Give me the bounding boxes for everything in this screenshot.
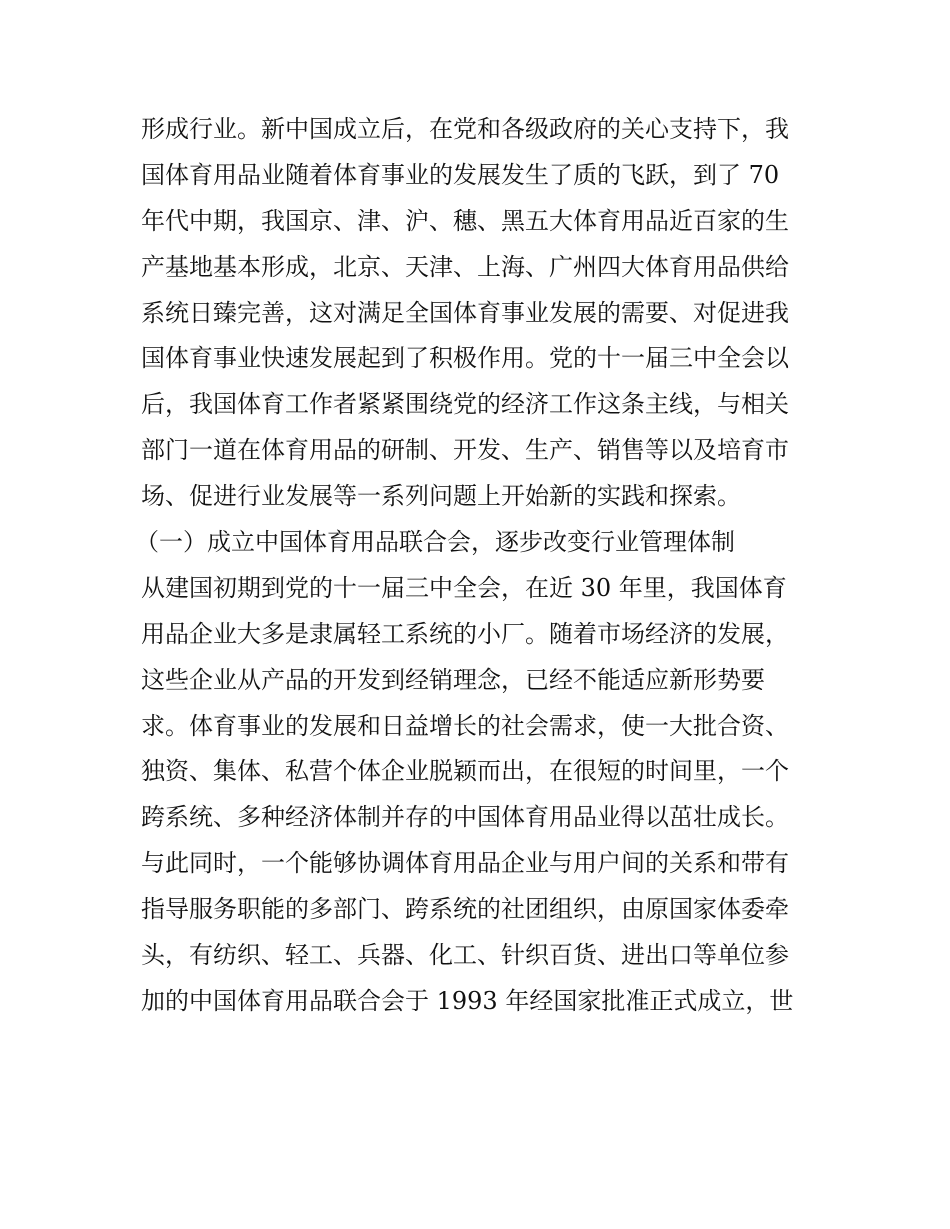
text-line: 从建国初期到党的十一届三中全会，在近 30 年里，我国体育 — [141, 573, 787, 602]
text-line: 场、促进行业发展等一系列问题上开始新的实践和探索。 — [141, 482, 741, 511]
text-line: 与此同时，一个能够协调体育用品企业与用户间的关系和带有 — [141, 849, 789, 878]
text-line: 求。体育事业的发展和日益增长的社会需求，使一大批合资、 — [141, 711, 789, 740]
text-line: 头，有纺织、轻工、兵器、化工、针织百货、进出口等单位参 — [141, 941, 789, 970]
section-heading: （一）成立中国体育用品联合会，逐步改变行业管理体制 — [135, 528, 735, 557]
text-line: 产基地基本形成，北京、天津、上海、广州四大体育用品供给 — [141, 252, 789, 281]
text-line: 用品企业大多是隶属轻工系统的小厂。随着市场经济的发展， — [141, 619, 789, 648]
text-line: 国体育用品业随着体育事业的发展发生了质的飞跃，到了 70 — [141, 160, 780, 189]
text-line: 跨系统、多种经济体制并存的中国体育用品业得以茁壮成长。 — [141, 803, 789, 832]
text-line: 形成行业。新中国成立后，在党和各级政府的关心支持下，我 — [141, 115, 789, 143]
text-line: 指导服务职能的多部门、跨系统的社团组织，由原国家体委牵 — [141, 895, 789, 924]
text-line: 年代中期，我国京、津、沪、穗、黑五大体育用品近百家的生 — [141, 206, 789, 235]
text-line: 部门一道在体育用品的研制、开发、生产、销售等以及培育市 — [141, 436, 789, 465]
body-text — [135, 107, 821, 1025]
text-line: 系统日臻完善，这对满足全国体育事业发展的需要、对促进我 — [141, 298, 789, 327]
text-line: 这些企业从产品的开发到经销理念，已经不能适应新形势要 — [141, 665, 765, 694]
text-line: 后，我国体育工作者紧紧围绕党的经济工作这条主线，与相关 — [141, 390, 789, 419]
text-line: 独资、集体、私营个体企业脱颖而出，在很短的时间里，一个 — [141, 757, 789, 786]
text-line: 加的中国体育用品联合会于 1993 年经国家批准正式成立，世 — [141, 986, 794, 1015]
text-line: 国体育事业快速发展起到了积极作用。党的十一届三中全会以 — [141, 344, 789, 373]
